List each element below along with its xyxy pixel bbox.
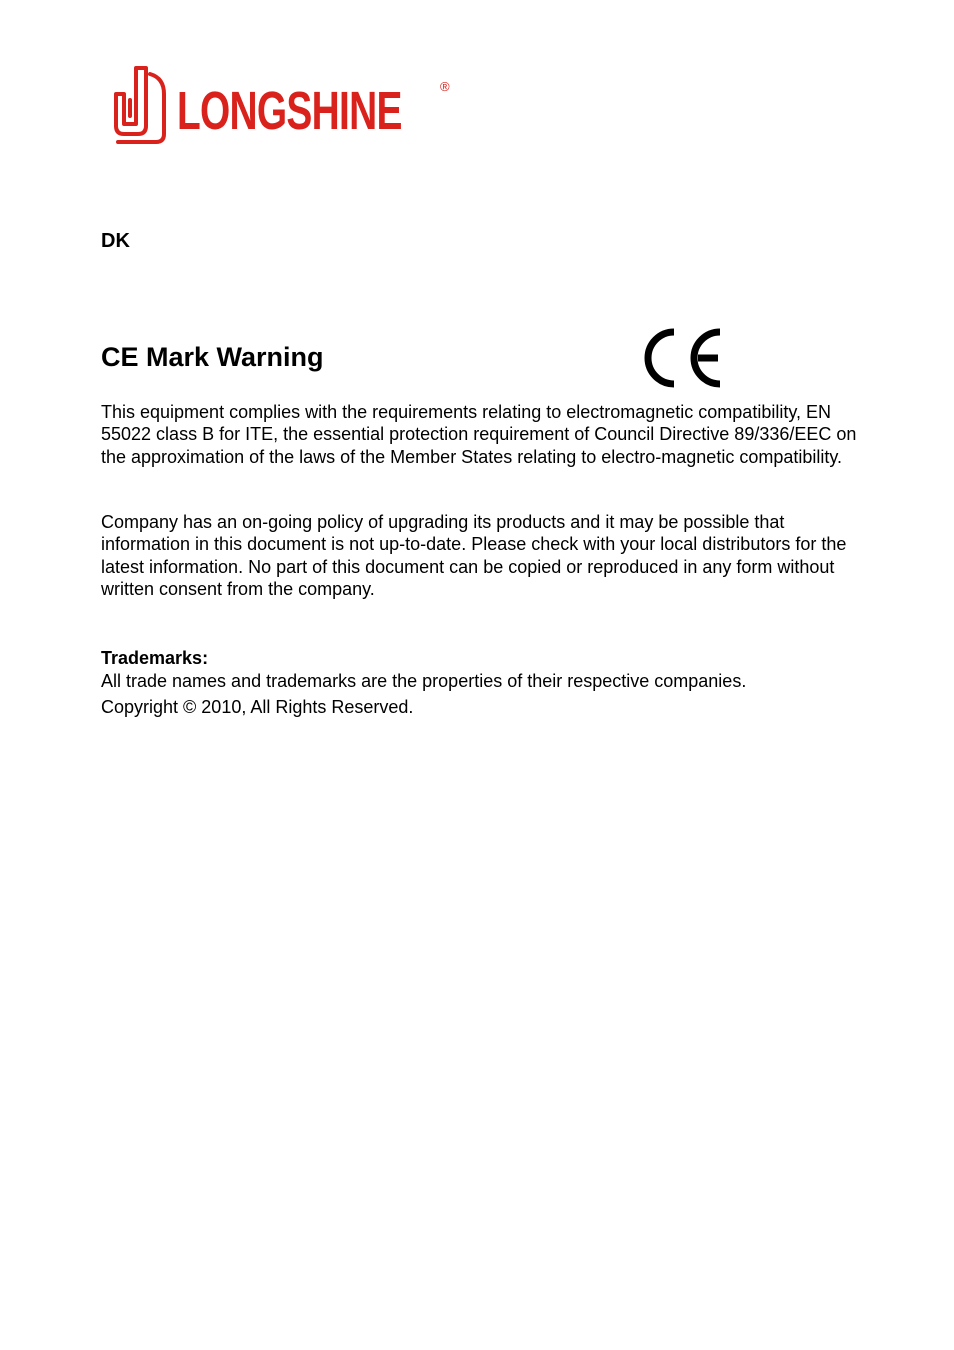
brand-logo: [110, 64, 455, 146]
logo-wordmark: LONGSHINE: [177, 81, 402, 141]
page-title: CE Mark Warning: [101, 342, 324, 372]
longshine-logo-icon: [110, 64, 170, 146]
region-label: DK: [101, 230, 130, 252]
trademarks-text: All trade names and trademarks are the properties of their respective companies.: [101, 671, 747, 691]
policy-paragraph: Company has an on-going policy of upgrading its products and it may be possible that information in this document is not up-to-date. Please check with your local distributors for the latest information. No part of this document can be copied or reproduced in any form without written consent from the company.: [101, 512, 847, 599]
ce-mark-icon: [638, 327, 724, 389]
compliance-paragraph: This equipment complies with the requirements relating to electromagnetic compatibility, EN 55022 class B for ITE, the essential protection requirement of Council Directive 89/336/EEC on the approximation of the laws of the Member States relating to electro-magnetic compatibility.: [101, 402, 857, 467]
trademarks-heading: Trademarks:: [101, 648, 209, 668]
copyright-text: Copyright © 2010, All Rights Reserved.: [101, 697, 414, 717]
registered-mark: ®: [440, 79, 450, 94]
